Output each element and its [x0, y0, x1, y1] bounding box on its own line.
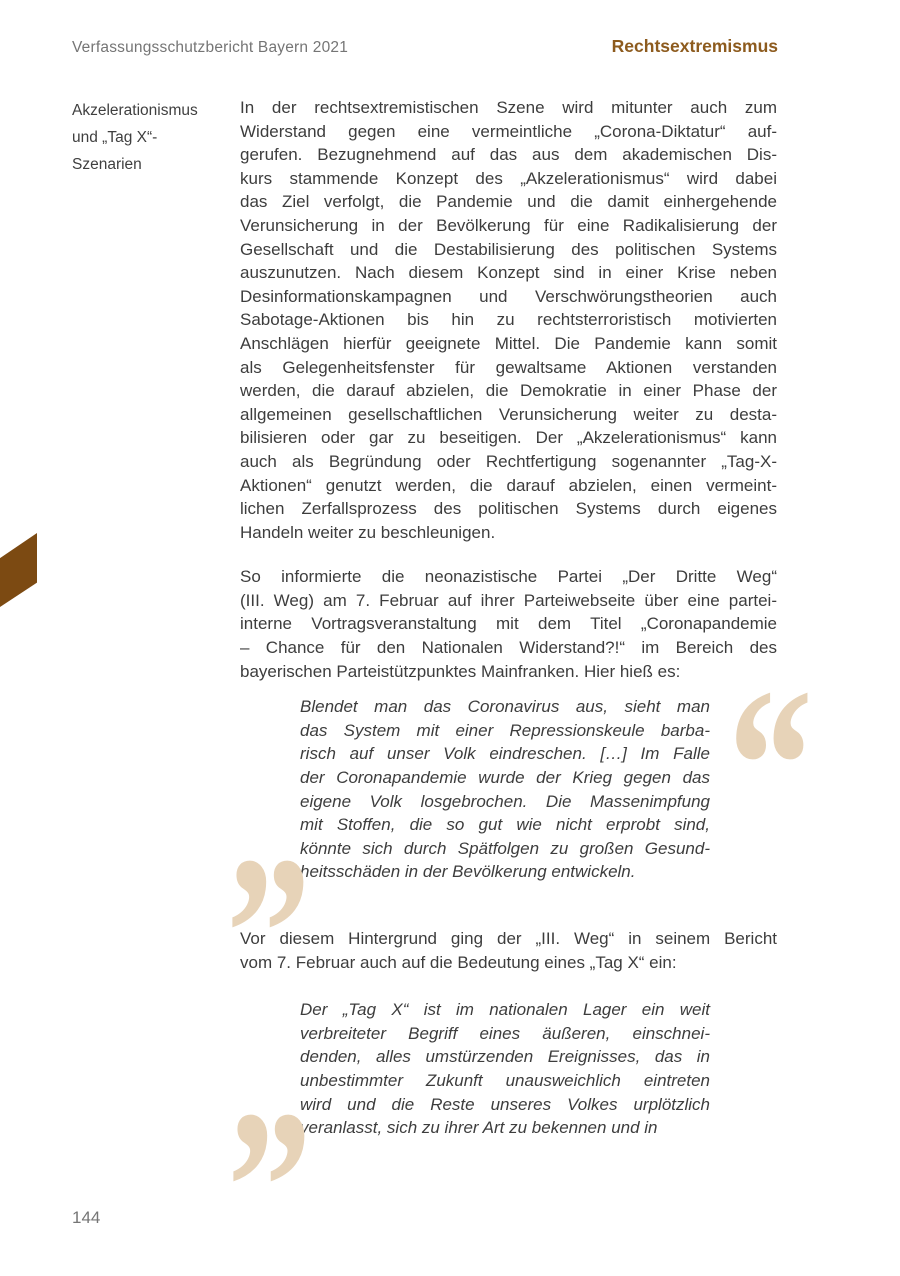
- text-line: risch auf unser Volk eindreschen. […] Im Falle: [300, 744, 710, 764]
- text-line: auch als Begründung oder Rechtfertigung sogenannter „Tag-X-: [240, 451, 777, 471]
- text-line: Desinformationskampagnen und Verschwörungstheorien auch: [240, 286, 777, 306]
- page-number: 144: [72, 1208, 101, 1227]
- text-line: So informierte die neonazistische Partei „Der Dritte Weg“: [240, 567, 777, 587]
- paragraph-tag-x-bericht: [240, 927, 777, 974]
- text-line: werden, die darauf abzielen, die Demokratie in einer Phase der: [240, 381, 777, 401]
- blockquote-tag-x: [240, 998, 777, 1140]
- text-line: Vor diesem Hintergrund ging der „III. Weg“ in seinem Bericht: [240, 929, 777, 948]
- text-line: könnte sich durch Spätfolgen zu großen Gesund-: [300, 838, 710, 858]
- open-quote-icon: “: [728, 643, 813, 888]
- paragraph-dritter-weg: [240, 565, 777, 683]
- text-line: interne Vortragsveranstaltung mit dem Titel „Coronapandemie: [240, 614, 777, 634]
- text-line: der Coronapandemie wurde der Krieg gegen das: [300, 768, 710, 788]
- text-line: veranlasst, sich zu ihrer Art zu bekennen und in: [300, 1118, 658, 1138]
- text-line: eigene Volk losgebrochen. Die Massenimpfung: [300, 791, 710, 811]
- text-line: Widerstand gegen eine vermeintliche „Corona-Diktatur“ auf-: [240, 121, 777, 141]
- text-line: lichen Zerfallsprozess des politischen Systems durch eigenes: [240, 499, 777, 519]
- text-line: Aktionen“ genutzt werden, die darauf abzielen, einen vermeint-: [240, 475, 777, 495]
- text-line: kurs stammende Konzept des „Akzelerationismus“ wird dabei: [240, 168, 777, 188]
- text-line: Szenarien: [72, 156, 142, 173]
- paragraph-akzelerationismus: [240, 96, 777, 544]
- close-quote-icon: ”: [226, 811, 311, 1056]
- text-line: und „Tag X“-: [72, 129, 158, 146]
- text-line: Der „Tag X“ ist im nationalen Lager ein weit: [300, 1000, 710, 1020]
- text-line: Akzelerationismus: [72, 102, 198, 119]
- margin-accent-shape: [0, 533, 37, 607]
- text-line: – Chance für den Nationalen Widerstand?!“ im Bereich des: [240, 638, 777, 658]
- running-header-right: Rechtsextremismus: [611, 36, 778, 56]
- text-line: Handeln weiter zu beschleunigen.: [240, 522, 496, 542]
- text-line: auszunutzen. Nach diesem Konzept sind in einer Krise neben: [240, 263, 777, 283]
- body-text-column: [240, 96, 777, 1140]
- text-line: Anschlägen hierfür geeignete Mittel. Die Pandemie kann somit: [240, 333, 777, 353]
- text-line: denden, alles umstürzenden Ereignisses, das in: [300, 1047, 710, 1067]
- blockquote-coronavirus: [240, 695, 777, 884]
- text-line: verbreiteter Begriff eines äußeren, einschnei-: [300, 1023, 710, 1043]
- text-line: Blendet man das Coronavirus aus, sieht man: [300, 697, 710, 717]
- text-line: allgemeinen gesellschaftlichen Verunsicherung weiter zu desta-: [240, 404, 777, 424]
- running-header-left: Verfassungsschutzbericht Bayern 2021: [72, 39, 349, 56]
- text-line: bilisieren oder gar zu beseitigen. Der „Akzelerationismus“ kann: [240, 428, 777, 448]
- text-line: wird und die Reste unseres Volkes urplötzlich: [300, 1094, 710, 1114]
- text-line: das System mit einer Repressionskeule barba-: [300, 720, 710, 740]
- text-line: Verunsicherung in der Bevölkerung für eine Radikalisierung der: [240, 215, 777, 235]
- text-line: unbestimmter Zukunft unausweichlich eintreten: [300, 1070, 710, 1090]
- text-line: (III. Weg) am 7. Februar auf ihrer Parteiwebseite über eine partei-: [240, 590, 777, 610]
- text-line: In der rechtsextremistischen Szene wird mitunter auch zum: [240, 98, 777, 117]
- close-quote-icon: ”: [227, 1065, 312, 1276]
- text-line: bayerischen Parteistützpunktes Mainfranken. Hier hieß es:: [240, 661, 681, 681]
- text-line: als Gelegenheitsfenster für gewaltsame Aktionen verstanden: [240, 357, 777, 377]
- text-line: vom 7. Februar auch auf die Bedeutung eines „Tag X“ ein:: [240, 952, 677, 972]
- margin-note: [72, 97, 242, 178]
- text-line: das Ziel verfolgt, die Pandemie und die damit einhergehende: [240, 192, 777, 212]
- text-line: mit Stoffen, die so gut wie nicht erprobt sind,: [300, 815, 710, 835]
- text-line: Gesellschaft und die Destabilisierung des politischen Systems: [240, 239, 777, 259]
- text-line: heitsschäden in der Bevölkerung entwickeln.: [300, 862, 636, 882]
- text-line: Sabotage-Aktionen bis hin zu rechtsterroristisch motivierten: [240, 310, 777, 330]
- text-line: gerufen. Bezugnehmend auf das aus dem akademischen Dis-: [240, 145, 777, 165]
- running-header: [72, 36, 778, 57]
